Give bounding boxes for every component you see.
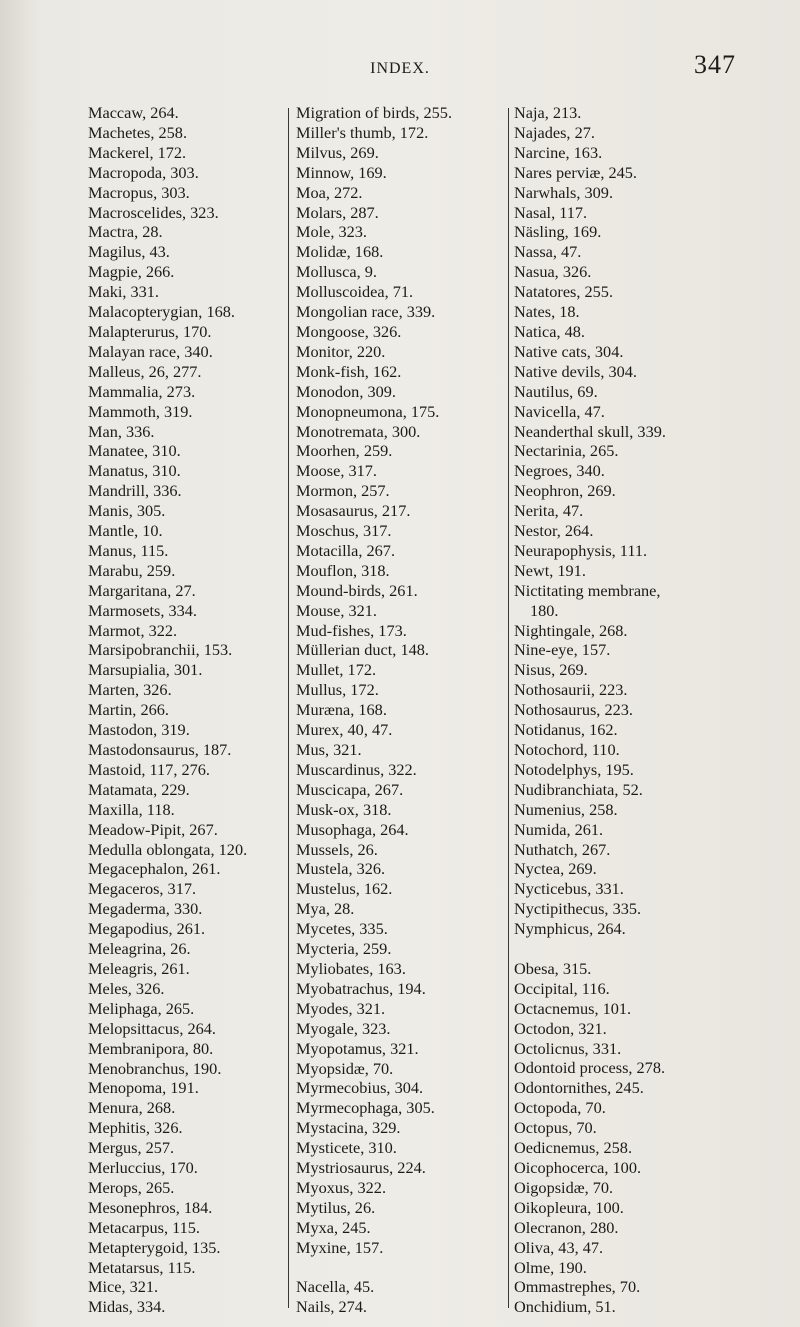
index-entry: Oliva, 43, 47. <box>514 1237 604 1257</box>
index-entry: Malapterurus, 170. <box>88 321 212 341</box>
index-entry: Nestor, 264. <box>514 521 594 541</box>
index-entry: Mollusca, 9. <box>296 262 377 282</box>
index-entry: Mammoth, 319. <box>88 401 193 421</box>
index-column-2 <box>296 103 501 1317</box>
index-entry: Moa, 272. <box>296 182 363 202</box>
index-entry: Mice, 321. <box>88 1277 159 1297</box>
index-entry: Neurapophysis, 111. <box>514 540 648 560</box>
index-entry: Margaritana, 27. <box>88 580 196 600</box>
index-entry: Monopneumona, 175. <box>296 401 440 421</box>
index-entry: Octodon, 321. <box>514 1018 607 1038</box>
index-entry: Manatus, 310. <box>88 461 181 481</box>
index-entry: Matamata, 229. <box>88 779 190 799</box>
index-entry: Mastodonsaurus, 187. <box>88 740 232 759</box>
running-head: INDEX. <box>370 60 430 77</box>
index-entry: Mullet, 172. <box>296 660 377 680</box>
index-entry: Monotremata, 300. <box>296 421 421 441</box>
index-entry: Nictitating membrane, <box>514 580 661 600</box>
index-entry: Myrmecobius, 304. <box>296 1078 424 1098</box>
index-entry: Onchidium, 51. <box>514 1297 616 1317</box>
index-entry: Mud-fishes, 173. <box>296 620 407 640</box>
column-rule <box>288 108 289 1308</box>
index-entry: Numida, 261. <box>514 819 604 839</box>
index-entry: Oigopsidæ, 70. <box>514 1177 614 1197</box>
index-entry: Musophaga, 264. <box>296 819 409 839</box>
index-entry: Molluscoidea, 71. <box>296 282 414 302</box>
index-entry: Myxine, 157. <box>296 1237 384 1257</box>
index-entry: Nasua, 326. <box>514 262 592 282</box>
index-entry: Membranipora, 80. <box>88 1038 214 1058</box>
index-entry: Merluccius, 170. <box>88 1158 198 1178</box>
index-entry: Metapterygoid, 135. <box>88 1237 221 1257</box>
index-entry: Oicophocerca, 100. <box>514 1158 642 1178</box>
index-entry: Nates, 18. <box>514 302 580 322</box>
index-entry: Native cats, 304. <box>514 341 624 361</box>
index-entry: Näsling, 169. <box>514 222 602 242</box>
index-entry: Ommastrephes, 70. <box>514 1277 641 1297</box>
index-entry: Neophron, 269. <box>514 481 616 501</box>
index-entry: Mongoose, 326. <box>296 321 402 341</box>
index-entry: Marmot, 322. <box>88 620 178 640</box>
index-entry: Oikopleura, 100. <box>514 1197 624 1217</box>
index-entry: Marten, 326. <box>88 680 172 700</box>
index-entry: Nuthatch, 267. <box>514 839 611 859</box>
index-entry: Nasal, 117. <box>514 202 588 222</box>
index-entry: Myopotamus, 321. <box>296 1038 419 1058</box>
index-entry: Nothosaurus, 223. <box>514 700 633 720</box>
index-entry: Muscardinus, 322. <box>296 759 417 779</box>
index-entry: Merops, 265. <box>88 1177 175 1197</box>
index-entry: Mastodon, 319. <box>88 720 190 740</box>
index-entry: Minnow, 169. <box>296 162 387 182</box>
index-entry: Newt, 191. <box>514 560 586 580</box>
index-entry: Octopus, 70. <box>514 1118 597 1138</box>
index-entry: Odontornithes, 245. <box>514 1078 644 1098</box>
index-entry: Melopsittacus, 264. <box>88 1018 216 1038</box>
index-entry: Myrmecophaga, 305. <box>296 1098 435 1118</box>
index-entry: Metacarpus, 115. <box>88 1217 200 1237</box>
index-entry: Machetes, 258. <box>88 122 188 142</box>
index-entry: Mactra, 28. <box>88 222 163 242</box>
index-entry: Magpie, 266. <box>88 262 175 282</box>
index-entry: Neanderthal skull, 339. <box>514 421 666 441</box>
index-entry: Numenius, 258. <box>514 799 618 819</box>
index-entry: Moschus, 317. <box>296 521 392 541</box>
index-entry: Macroscelides, 323. <box>88 202 219 222</box>
index-entry: Nycticebus, 331. <box>514 879 624 899</box>
column-rule <box>508 108 509 1308</box>
index-entry: Mound-birds, 261. <box>296 580 418 600</box>
index-entry: Mustela, 326. <box>296 859 386 879</box>
index-entry: Navicella, 47. <box>514 401 605 421</box>
index-entry: Megapodius, 261. <box>88 919 206 939</box>
index-entry: Monitor, 220. <box>296 341 386 361</box>
index-entry: Mantle, 10. <box>88 521 163 541</box>
section-gap <box>514 939 774 959</box>
index-entry: Olecranon, 280. <box>514 1217 619 1237</box>
index-entry: Moorhen, 259. <box>296 441 393 461</box>
index-entry: Natatores, 255. <box>514 282 614 302</box>
index-entry: Notodelphys, 195. <box>514 759 634 779</box>
index-entry: Meleagris, 261. <box>88 958 190 978</box>
index-entry: Motacilla, 267. <box>296 540 396 560</box>
index-entry: Mastoid, 117, 276. <box>88 759 210 779</box>
index-entry: Negroes, 340. <box>514 461 605 481</box>
index-entry: Nyctea, 269. <box>514 859 597 879</box>
index-entry: Marmosets, 334. <box>88 600 197 620</box>
index-entry: Musk-ox, 318. <box>296 799 392 819</box>
index-entry: Notidanus, 162. <box>514 720 618 740</box>
index-entry: Meliphaga, 265. <box>88 998 195 1018</box>
index-entry: Midas, 334. <box>88 1297 166 1317</box>
index-entry: Mormon, 257. <box>296 481 390 501</box>
index-entry: Mussels, 26. <box>296 839 378 859</box>
index-entry: Naja, 213. <box>514 103 582 122</box>
index-entry: Moose, 317. <box>296 461 377 481</box>
index-entry: Mouflon, 318. <box>296 560 390 580</box>
index-entry: Notochord, 110. <box>514 740 620 759</box>
index-entry: Menura, 268. <box>88 1098 176 1118</box>
index-entry: Myogale, 323. <box>296 1018 391 1038</box>
index-entry: Malacopterygian, 168. <box>88 302 235 322</box>
index-entry: Nassa, 47. <box>514 242 582 262</box>
index-entry: Monodon, 309. <box>296 381 396 401</box>
index-entry: Native devils, 304. <box>514 361 637 381</box>
index-entry: Nisus, 269. <box>514 660 588 680</box>
index-entry: Mosasaurus, 217. <box>296 501 411 521</box>
index-entry: Mya, 28. <box>296 899 355 919</box>
index-entry: Myoxus, 322. <box>296 1177 387 1197</box>
index-entry: Mustelus, 162. <box>296 879 393 899</box>
index-entry: Malleus, 26, 277. <box>88 361 202 381</box>
index-entry: Manatee, 310. <box>88 441 181 461</box>
index-entry: Mongolian race, 339. <box>296 302 436 322</box>
index-entry: Nails, 274. <box>296 1297 367 1317</box>
index-entry: Octopoda, 70. <box>514 1098 606 1118</box>
index-entry: Nacella, 45. <box>296 1277 375 1297</box>
index-entry: Muscicapa, 267. <box>296 779 404 799</box>
index-entry: Mysticete, 310. <box>296 1138 397 1158</box>
index-entry: Mycetes, 335. <box>296 919 388 939</box>
index-entry: Mackerel, 172. <box>88 142 187 162</box>
index-entry: Menopoma, 191. <box>88 1078 199 1098</box>
index-entry: Megaceros, 317. <box>88 879 197 899</box>
index-entry: Nares perviæ, 245. <box>514 162 637 182</box>
index-entry: Nectarinia, 265. <box>514 441 619 461</box>
index-entry: Mystacina, 329. <box>296 1118 401 1138</box>
index-entry: Narwhals, 309. <box>514 182 614 202</box>
index-entry: Maxilla, 118. <box>88 799 175 819</box>
index-entry: Magilus, 43. <box>88 242 170 262</box>
index-entry: Meleagrina, 26. <box>88 939 191 959</box>
index-entry: Nyctipithecus, 335. <box>514 899 642 919</box>
page-number: 347 <box>694 50 736 79</box>
index-entry: Mystriosaurus, 224. <box>296 1158 426 1178</box>
index-entry: Molars, 287. <box>296 202 379 222</box>
index-entry: Myliobates, 163. <box>296 958 406 978</box>
index-entry: Müllerian duct, 148. <box>296 640 429 660</box>
index-entry: Odontoid process, 278. <box>514 1058 666 1078</box>
index-entry: Oedicnemus, 258. <box>514 1138 633 1158</box>
index-entry: Mephitis, 326. <box>88 1118 183 1138</box>
index-entry: Mesonephros, 184. <box>88 1197 213 1217</box>
index-entry: Martin, 266. <box>88 700 169 720</box>
index-entry: Miller's thumb, 172. <box>296 122 429 142</box>
index-entry: Narcine, 163. <box>514 142 603 162</box>
index-entry: Octolicnus, 331. <box>514 1038 622 1058</box>
index-entry: Molidæ, 168. <box>296 242 384 262</box>
index-entry: Nine-eye, 157. <box>514 640 611 660</box>
index-entry: Mullus, 172. <box>296 680 379 700</box>
index-entry: Occipital, 116. <box>514 978 610 998</box>
index-entry: Mole, 323. <box>296 222 367 242</box>
index-entry: Mycteria, 259. <box>296 939 392 959</box>
index-entry: Maki, 331. <box>88 282 159 302</box>
index-entry: Meles, 326. <box>88 978 165 998</box>
index-entry: Manis, 305. <box>88 501 166 521</box>
index-entry: Menobranchus, 190. <box>88 1058 222 1078</box>
index-entry: Mus, 321. <box>296 740 362 759</box>
index-entry: Migration of birds, 255. <box>296 103 453 122</box>
index-entry: Monk-fish, 162. <box>296 361 402 381</box>
index-entry: Nightingale, 268. <box>514 620 628 640</box>
index-entry: Megaderma, 330. <box>88 899 203 919</box>
index-entry: Man, 336. <box>88 421 155 441</box>
index-entry: Myopsidæ, 70. <box>296 1058 394 1078</box>
index-entry: Olme, 190. <box>514 1257 587 1277</box>
section-gap <box>296 1258 501 1278</box>
index-entry: Marabu, 259. <box>88 560 176 580</box>
index-entry: Obesa, 315. <box>514 958 592 978</box>
index-entry: 180. <box>530 600 559 620</box>
index-entry: Malayan race, 340. <box>88 341 213 361</box>
index-entry: Nymphicus, 264. <box>514 919 626 939</box>
index-entry: Meadow-Pipit, 267. <box>88 819 218 839</box>
index-entry: Myobatrachus, 194. <box>296 978 426 998</box>
index-entry: Nudibranchiata, 52. <box>514 779 643 799</box>
index-entry: Macropus, 303. <box>88 182 190 202</box>
index-entry: Macropoda, 303. <box>88 162 199 182</box>
index-entry: Najades, 27. <box>514 122 595 142</box>
index-entry: Marsupialia, 301. <box>88 660 203 680</box>
index-entry: Nothosaurii, 223. <box>514 680 628 700</box>
index-entry: Marsipobranchii, 153. <box>88 640 233 660</box>
index-entry: Mytilus, 26. <box>296 1197 376 1217</box>
index-entry: Muræna, 168. <box>296 700 387 720</box>
index-entry: Mandrill, 336. <box>88 481 182 501</box>
index-entry: Nerita, 47. <box>514 501 584 521</box>
index-entry: Manus, 115. <box>88 540 169 560</box>
index-entry: Octacnemus, 101. <box>514 998 632 1018</box>
index-entry: Metatarsus, 115. <box>88 1257 196 1277</box>
index-entry: Nautilus, 69. <box>514 381 598 401</box>
index-entry: Myxa, 245. <box>296 1217 371 1237</box>
index-entry: Murex, 40, 47. <box>296 720 393 740</box>
index-column-3 <box>514 103 774 1317</box>
index-entry: Mouse, 321. <box>296 600 377 620</box>
index-entry: Megacephalon, 261. <box>88 859 221 879</box>
index-column-1 <box>88 103 283 1317</box>
index-entry: Milvus, 269. <box>296 142 379 162</box>
index-entry: Mergus, 257. <box>88 1138 175 1158</box>
index-entry: Maccaw, 264. <box>88 103 179 122</box>
index-entry: Natica, 48. <box>514 321 585 341</box>
index-entry: Mammalia, 273. <box>88 381 196 401</box>
index-entry: Medulla oblongata, 120. <box>88 839 248 859</box>
index-entry: Myodes, 321. <box>296 998 386 1018</box>
